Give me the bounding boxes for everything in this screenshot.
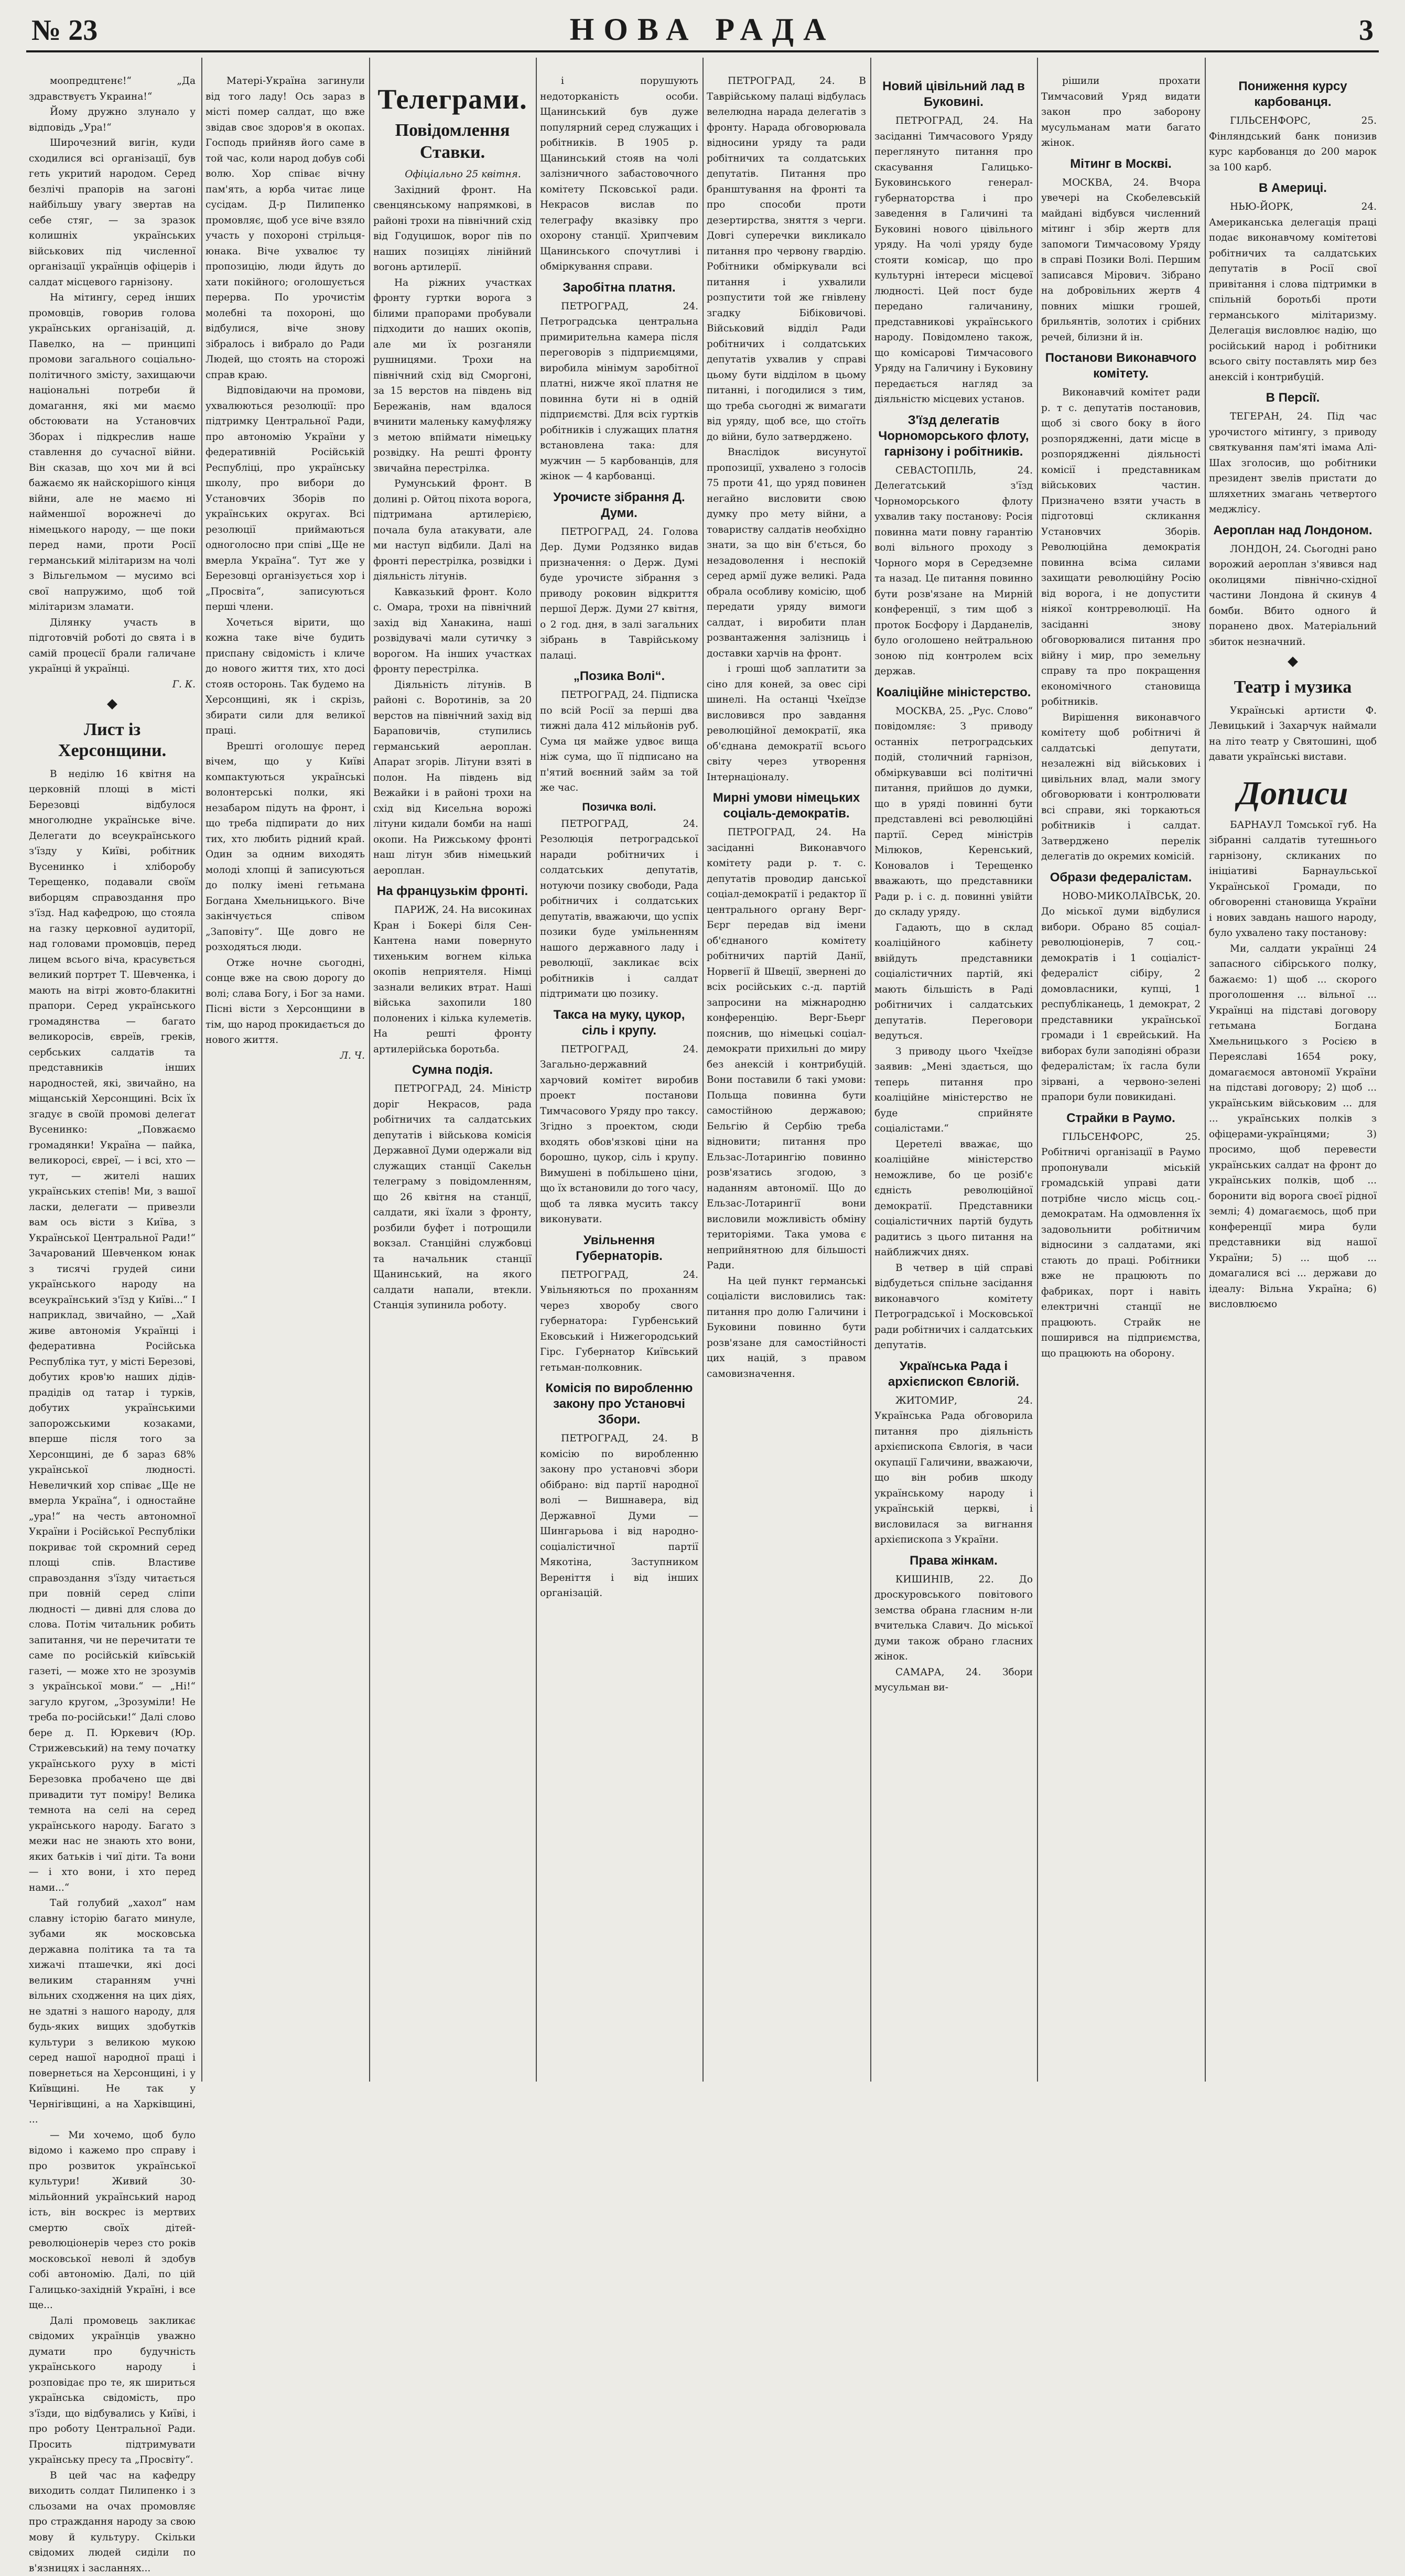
paragraph: САМАРА, 24. Збори мусульман ви- (874, 1665, 1033, 1696)
signature: Г. К. (29, 677, 196, 693)
paragraph: Матері-Україна загинули від того ладу! Ось зараз в місті помер салдат, що вже звідав своє здоров'я в окопах. Господь прийняв його саме в той час, коли народ добув собі волю. Хор співає вічну пам'ять, а юрба читає лице сусідам. Д-р Пилипенко промовляє, щоб усе віче взяло участь у похороні стрільця-юнака. Віче ухвалює ту пропозицію, люди йдуть до хати покійного; оголошується перерва. По урочистім молебні та похороні, що відбулися, віче знову зібралось і вибрало до Ради Людей, що стоять на сторожі справ краю. (206, 73, 365, 383)
paragraph: рішили прохати Тимчасовий Уряд видати закон про заборону мусульманам мати багато жінок. (1041, 73, 1201, 151)
column-divider (1205, 58, 1206, 2082)
newspaper-title: НОВА РАДА (0, 12, 1405, 48)
column-5 (707, 73, 866, 2082)
paragraph: На ріжних участках фронту гуртки ворога з білими прапорами пробували підходити до наших окопів, але ми їх розганяли рушницями. Трохи на північний схід від Сморгоні, за 15 верстов на південь від Бережанів, нам вдалося вчинити маленьку камуфляжу з метою впіймати німецьку розвідку. На решті фронту звичайна перестрілка. (373, 275, 532, 477)
paragraph: На цей пункт германські соціалісти висловились так: питання про долю Галичини і Буковини повинно бути розв'язане для самостійності цих націй, з правом самовизначення. (707, 1274, 866, 1382)
telegrams-heading: Телеграми. (373, 82, 532, 116)
article-heading: Коаліційне міністерство. (874, 685, 1033, 700)
column-divider (702, 58, 704, 2082)
paragraph: Отже ночне сьогодні, сонце вже на свою дорогу до волі; слава Богу, і Бог за нами. Пісні вісти з Херсонщини в тім, що народ прокидається до нового життя. (206, 955, 365, 1048)
column-7 (1041, 73, 1201, 2082)
paragraph: Гадають, що в склад коаліційного кабінету ввійдуть представники соціалістичних партій, які мають більшість в Раді робітничих і салдатських депутатів. Переговори ведуться. (874, 920, 1033, 1044)
paragraph: БАРНАУЛ Томської губ. На зібранні салдатів тутешнього гарнізону, скликаних по ініціативі Барнаульської Української Громади, по обговоренні становища України і нових завдань нашого народу, було ухвалено таку постанову: (1209, 817, 1377, 941)
paragraph: Ми, салдати українці 24 запасного сібірського полку, бажаємо: 1) щоб ... скорого проголошення ... вільної ... Українці на підставі договору гетьмана Богдана Хмельницького з Росією в Переяславі 1654 року, домагаємося автономії України на підставі договору; 2) щоб ... українським військовим ... для ... українських полків з офіцерами-українцями; 3) просимо, щоб перевести українських салдат на фронт до українських полків, щоб ... боронити від ворога своєї рідної землі; 4) домагаємось, щоб при конференції мира були представники від нашої України; 5) ... щоб ... домагалися всі ... держави до ідеалу: Вільна Україна; 6) висловлюємо (1209, 941, 1377, 1312)
paragraph: Внаслідок висунутої пропозиції, ухвалено з голосів 75 проти 41, що уряд повинен негайно висловити свою думку про мету війни, а товариству салдатів необхідно знати, за що він б'ється, бо незадоволення і неспокій серед армії дуже великі. Рада обрала особливу комісію, щоб передати уряду вимоги салдат, і виробити план розвантаження залізниць і доставки харчів на фронт. (707, 445, 866, 661)
article-heading: Постанови Виконавчого комітету. (1041, 350, 1201, 382)
column-8 (1209, 73, 1377, 2082)
paragraph: Тай голубий „хахол“ нам славну історію багато минуле, зубами як московська державна політика та та та хижачі пташечки, які досі великим старанням учні вільних сходження на цих діях, не здатні з нашого народу, для будь-яких вищих здобутків культури з великою мукою серед нашої народної праці і повернеться на Херсонщині, і у Київщині. Не так у Чернігівщині, а на Харківщині, ... (29, 1895, 196, 2128)
paragraph: Виконавчий комітет ради р. т с. депутатів постановив, щоб зі свого боку в його розпорядженні, дати місце в розпорядженні діяльності комісії і представникам військових частин. Призначено взяти участь в підготовці скликання Установчих Зборів. Революційна демократія повинна всіма силами захищати революційну Росію від ворога, і не допустити ніякої контрреволюції. На засіданні знову обговорювалися питання про війну і мир, про земельну справу та про покращення економічного становища робітників. (1041, 385, 1201, 710)
article-heading: З'їзд делегатів Чорноморського флоту, гарнізону і робітників. (874, 413, 1033, 460)
paragraph: НОВО-МИКОЛАЇВСЬК, 20. До міської думи відбулися вибори. Обрано 85 соціал-революціонерів, 7 соц.-демократів і 1 соціаліст-федераліст сібіру, 2 домовласники, купці, 1 республіканець, 1 демократ, 2 представники української громади і 1 єврейський. На виборах були заподіяні образи федералістам; їх гасла були зірвані, а червоно-зелені прапори були повикидані. (1041, 889, 1201, 1105)
paragraph: Румунський фронт. В долині р. Ойтоц піхота ворога, підтримана артилерією, почала була атакувати, але ми наступ відбили. Далі на фронті перестрілка, розвідки і діяльність літунів. (373, 476, 532, 585)
paragraph: КИШИНІВ, 22. До дроскуровського повітового земства обрана гласним н-ли вчителька Славич. До міської думи також обрано гласних жінок. (874, 1572, 1033, 1665)
stavka-heading: Повідомлення Ставки. (373, 120, 532, 164)
paragraph: ПЕТРОГРАД, 24. Резолюція петроградської наради робітничих і солдатських депутатів, нотуючи позику свободи, Рада робітничих і солдатських депутатів, вважаючи, що успіх позики буде умільненням нашого державного ладу і революції, закликає всіх робітників і салдат підтримати цю позику. (540, 816, 698, 1002)
article-heading: В Персії. (1209, 390, 1377, 406)
paragraph: ПЕТРОГРАД, 24. В Таврійському палаці відбулась велелюдна нарада делегатів з фронту. Нарада обговорювала відносини уряду та ради робітничих та солдатських депутатів. Питання про бранштування на фронті та про способи проти дезертирства, зняття з черги. Довгі суперечки викликало питання про червону гвардію. Робітники обміркували всі питання і ухвалили розпустити той же гнівлену згадку Бібіковичові. Військовий відділ Ради робітничих і солдатських депутатів ухвалив у справі цьому бути відділом в цьому питанні, і погодилися з тим, що треба сьогодні ж вимагати від уряду, щоб все, що стоїть до війни, було затверджено. (707, 73, 866, 445)
paragraph: ПАРИЖ, 24. На високинах Кран і Бокері біля Сен-Кантена нами повернуто тихеньким вогнем кілька окопів неприятеля. Німці зазнали великих втрат. Наші війська захопили 180 полонених і кілька кулеметів. На решті фронту артилерійська боротьба. (373, 902, 532, 1057)
paragraph: ПЕТРОГРАД, 24. Підписка по всій Росії за перші два тижні дала 412 мільйонів руб. Сума ця майже удвоє вища ніж сума, що її підписано на п'ятий воєнний займ за той же час. (540, 687, 698, 796)
paragraph: Широчезний вигін, куди сходилися всі організації, був геть укритий народом. Серед безлічі прапорів на загоні найбільшу увагу звертав на себе стяг, — за зразок колишніх українських військових під численної організації українців офіцерів і салдат місцевого гарнізону. (29, 135, 196, 290)
paragraph: ПЕТРОГРАД, 24. Петроградська центральна примирительна камера після переговорів з підприємцями, виробила мінімум заробітної платні, нижче якої платня не повинна бути ні в одній підприємстві. Для всіх гуртків робітників і служащих платня встановлена така: для мужчин — 5 карбованців, для жінок — 4 карбованці. (540, 299, 698, 484)
article-heading: Лист із Херсонщини. (29, 719, 196, 761)
paragraph: ПЕТРОГРАД, 24. На засіданні Виконавчого комітету ради р. т. с. депутатів проводир данської соціал-демократії і редактор її центрального органу Верг-Бєрг передав від імени об'єднаного комітету робітничих партій Данії, Норвегії й Швеції, звернені до всіх російських с.-д. партій запросини на міжнародню конференцію. Верг-Бьерг пояснив, що німецькі соціал-демократи прихильні до миру без анексій і контрибуцій. Вони поставили б такі умови: Польща повинна бути самостійною державою; Бельгію й Сербію треба відновити; питання про Ельзас-Лотарингію повинно розв'язатись згодою, з наданням автономії. Що до Ельзас-Лотарингії вони висловили можливість обміну територіями. Така умова є неприйнятною для більшості Ради. (707, 825, 866, 1274)
paragraph: ЛОНДОН, 24. Сьогодні рано ворожий аероплан з'явився над околицями північно-східної частини Лондона й скинув 4 бомби. Вбито одного й поранено двох. Матеріальний збиток незначний. (1209, 542, 1377, 650)
paragraph: і порушують недоторканість особи. Щанинський був дуже популярний серед служащих і робітників. В 1905 р. Щанинський стояв на чолі залізничного забастовочного комітету Псковської ради. Некрасов вислав по телеграфу вказівку про охорону станції. Хрипчевим Щанинського спочутливі і обміркування справи. (540, 73, 698, 275)
paragraph: ПЕТРОГРАД, 24. Голова Дер. Думи Родзянко видав призначення: о Держ. Думі буде урочисте зібрання з приводу роковин відкриття першої Держ. Думи 27 квітня, о 2 год. дня, в залі загальних зібрань в Таврійському палаці. (540, 524, 698, 664)
paragraph: МОСКВА, 24. Вчора увечері на Скобелевській майдані відбувся численний мітинг і збір жертв для запомоги Тимчасовому Уряду в справі Позики Волі. Першим записався Мірович. Зібрано на добровільних жертв 4 повних мішки грошей, брильянтів, золотих і срібних речей, білизни й ін. (1041, 175, 1201, 346)
paragraph: Відповідаючи на промови, ухвалюються резолюції: про підтримку Центральної Ради, про автономію України у федеративній Російській Республіці, про українську школу, про вибори до Установчих Зборів по українських округах. Всі резолюції приймаються одноголосно при співі „Ще не вмерла Україна“. Тут же у Березовці організується хор і „Просвіта“, записуються перші члени. (206, 383, 365, 615)
paragraph: Хочеться вірити, що кожна таке віче будить приспану свідомість і кличе до нового життя тих, хто досі стояв осторонь. Так будемо на Херсонщині, як і скрізь, збирати сили для великої праці. (206, 615, 365, 739)
column-4 (540, 73, 698, 2082)
article-heading: Права жінкам. (874, 1553, 1033, 1569)
dateline: Офіціально 25 квітня. (373, 167, 532, 182)
column-divider (1037, 58, 1038, 2082)
paragraph: Вирішення виконавчого комітету щоб робітничі й салдатські депутати, незалежні від військових і цивільних влад, мали змогу обговорювати і контролювати всі справи, які торкаються робітників і салдат. Затверджено перелік делегатів до окремих комісій. (1041, 710, 1201, 865)
paragraph: СЕВАСТОПІЛЬ, 24. Делегатський з'їзд Чорноморського флоту ухвалив таку постанову: Росія повинна мати повну гарантію волі вільного проходу з Чорного моря в Середземне та назад. Це питання повинно бути розв'язане на Мирній конференції, з тим щоб з проток Босфору і Дарданелів, було оголошено нейтральною зоною під контролем всіх держав. (874, 463, 1033, 680)
article-heading: Позичка волі. (540, 800, 698, 814)
paragraph: ПЕТРОГРАД, 24. На засіданні Тимчасового Уряду переглянуто питання про скасування Галицько-Буковинського генерал-губернаторства і про заведення в Галичині та Буковині нового цівільного уряду. На чолі уряду буде стояти комісар, що про культурні інтереси місцевої людності. Цей пост буде передано галичанину, представникові українського народу. Повідомлено також, що комісарові Тимчасового Уряду на Галичину і Буковину передається нагляд за діяльністю місцевих установ. (874, 113, 1033, 407)
column-6 (874, 73, 1033, 2082)
paragraph: ТЕГЕРАН, 24. Під час урочистого мітингу, з приводу святкування пам'яті імама Алі-Шах зголосив, що робітники президент звелів пристати до шляхетних змагань четвертого меджлісу. (1209, 409, 1377, 518)
paragraph: МОСКВА, 25. „Рус. Слово“ повідомляє: З приводу останніх петроградських подій, столичний гарнізон, обміркувавши всі політичні питання, прийшов до думки, що в уряді повинні бути представлені всі революційні партії. Серед міністрів Мілюков, Керенський, Коновалов і Терещенко вважають, що представники Ради р. і с. д. повинні увійти до складу уряду. (874, 704, 1033, 920)
paragraph: В четвер в цій справі відбудеться спільне засідання виконавчого комітету Петроградської і Московської ради робітничих і салдатських депутатів. (874, 1260, 1033, 1353)
column-divider (201, 58, 202, 2082)
article-heading: В Америці. (1209, 180, 1377, 196)
paragraph: Церетелі вважає, що коаліційне міністерство неможливе, бо це розіб'є єдність революційної демократії. Представники соціалістичних партій будуть радитись з цього питання на найближчих днях. (874, 1137, 1033, 1260)
article-heading: Українська Рада і архієпископ Євлогій. (874, 1359, 1033, 1390)
article-heading: „Позика Волі“. (540, 669, 698, 684)
column-divider (369, 58, 370, 2082)
article-heading: Мітинг в Москві. (1041, 156, 1201, 172)
header-rule (26, 50, 1379, 52)
column-3 (373, 73, 532, 2082)
page-number-left: № 23 (31, 16, 98, 45)
article-heading: Страйки в Раумо. (1041, 1111, 1201, 1126)
paragraph: ГІЛЬСЕНФОРС, 25. Фінляндський банк понизив курс карбованця до 200 марок за 100 карб. (1209, 113, 1377, 175)
paragraph: ЖИТОМИР, 24. Українська Рада обговорила питання про діяльність архієпископа Євлогія, в часи окупації Галичини, вважаючи, що він робив шкоду українському народу і українській церкві, і висловилася за вигнання архієпископа з України. (874, 1393, 1033, 1548)
article-heading: Урочисте зібрання Д. Думи. (540, 490, 698, 521)
paragraph: Західний фронт. На свенцянському напрямкові, в районі трохи на північний схід від Годуцишок, ворог пів по наших позиціях лінійний вогонь артилерії. (373, 182, 532, 275)
paragraph: моопредцтенє!“ „Да здравствуєтъ Украина!“ (29, 73, 196, 104)
paragraph: ПЕТРОГРАД, 24. В комісію по виробленню закону про установчі збори обібрано: від партії народної волі — Вишнавера, від Державної Думи — Шингарьова і від народно-соціалістичної партії Мякотіна, Заступником Вереніття і від інших організацій. (540, 1431, 698, 1601)
column-2 (206, 73, 365, 2082)
paragraph: НЬЮ-ЙОРК, 24. Американська делегація праці подає виконавчому комітетові робітничих та салдатських депутатів в Росії свої привітання і слова підтримки в спільній боротьбі проти германського мілітаризму. Делегація висловлює надію, що російський народ і робітники всього світу поставлять мир без анексій і контрибуцій. (1209, 199, 1377, 385)
diamond-separator-icon: ◆ (29, 696, 196, 712)
article-heading: Комісія по виробленню закону про Установчі Збори. (540, 1381, 698, 1428)
diamond-separator-icon: ◆ (1209, 654, 1377, 670)
dopysy-heading: Дописи (1209, 773, 1377, 813)
paragraph: і гроші щоб заплатити за сіно для коней, за овес сірі шинелі. На останці Чхеїдзе висловився про завдання революційної демократії, яка об'єднана демократії всього світу через утворення Інтернаціоналу. (707, 661, 866, 785)
masthead (0, 0, 1405, 52)
article-heading: Аероплан над Лондоном. (1209, 523, 1377, 538)
page-number-right: 3 (1359, 16, 1374, 45)
paragraph: ПЕТРОГРАД, 24. Міністр доріг Некрасов, рада робітничих та салдатських депутатів і військова комісія Державної Думи одержали від служащих станції Сакельн телеграму з повідомленням, що 26 квітня на станції, салдати, які їхали з фронту, розбили буфет і потрощили вокзал. Станційні службовці та начальник станції Щанинський, на якого салдати напали, втекли. Станція зупинила роботу. (373, 1081, 532, 1313)
paragraph: Далі промовець закликає свідомих українців уважно думати про будучність українського народу і розповідає про те, як шириться українська свідомість, про з'їзди, що відбувались у Київі, і про роботу Центральної Ради. Просить підтримувати українську пресу та „Просвіту“. (29, 2313, 196, 2468)
paragraph: Діяльність літунів. В районі с. Воротинів, за 20 верстов на північний захід від Бараповичів, ступились германський аероплан. Апарат згорів. Літуни взяті в полон. На південь від Вежайки і в районі трохи на схід від Кисельна ворожі літуни кидали бомби на наші окопи. На Рижському фронті наш літун збив німецький аероплан. (373, 677, 532, 879)
paragraph: Українські артисти Ф. Левицький і Захарчук наймали на літо театр у Святошині, щоб давати українські вистави. (1209, 703, 1377, 765)
paragraph: ГІЛЬСЕНФОРС, 25. Робітничі організації в Раумо пропонували міській громадській управі дати потрібне число місць соц.-демократам. На одмовлення їх задовольнити робітничим відносини з салдатами, які стають до праці. Робітники вже не працюють по фабриках, порт і навіть електричні станції не працюють. Страйк не поширився на підприємства, що працюють на оборону. (1041, 1129, 1201, 1362)
paragraph: Кавказький фронт. Коло с. Омара, трохи на північний захід від Ханакина, наші розвідувачі мали сутичку з ворогом. На інших участках фронту перестрілка. (373, 585, 532, 677)
article-heading: Такса на муку, цукор, сіль і крупу. (540, 1007, 698, 1039)
paragraph: ПЕТРОГРАД, 24. Загально-державний харчовий комітет виробив проект постанови Тимчасового Уряду про таксу. Згідно з проектом, сюди входять обов'язкові ціни на борошно, цукор, сіль і крупу. Вимушені в побільшено ціни, що їх встановили до того часу, щоб та лявка мусить таксу виконувати. (540, 1042, 698, 1227)
article-heading: Увільнення Губернаторів. (540, 1233, 698, 1264)
paragraph: — Ми хочемо, щоб було відомо і кажемо про справу і про розвиток української культури! Живий 30-мільйонний український народ ість, він воскрес із мертвих смертю своїх дітей-революціонерів через сто років московської неволі й здобув собі автономію. Далі, по цій Галицько-західній Україні, і все ще... (29, 2128, 196, 2313)
paragraph: Врешті оголошує перед вічем, що у Київі компактуються українські волонтерські полки, які незабаром підуть на фронт, і що треба підпирати до них тих, хто любить рідний край. Один за одним виходять молоді хлопці й записуються до полку імені гетьмана Богдана Хмельницького. Віче закінчується співом „Заповіту“. Ще довго не розходяться люди. (206, 739, 365, 955)
section-heading: Театр і музика (1209, 677, 1377, 698)
article-heading: Сумна подія. (373, 1062, 532, 1078)
article-heading: На французькім фронті. (373, 883, 532, 899)
article-heading: Заробітна платня. (540, 280, 698, 296)
paragraph: В неділю 16 квітня на церковній площі в місті Березовці відбулося многолюдне українське віче. Делегати до всеукраїнського з'їзду у Київі, робітник Вусенинко і хліборобу Терещенко, подавали своїм виборцям справоздання про з'їзд. Над кафедрою, що стояла на газку церковної аудиторії, над головами промовців, перед лицем всього віча, красувється великий портрет Т. Шевченка, і мають на вітрі жовто-блакитні прапори. Серед українського громадянства — багато великоросів, євреїв, греків, сербських салдатів та представників інших народностей, які, звичайно, на міщанській Херсонщині. Всіх їх згадує в своїй промові делегат Вусенинко: „Повжаємо громадянки! Україна — пайка, великоросі, євреї, — і всі, хто — тут, — жителі наших українських степів! Ми, з вашої ласки, делегати — привезли вам ось вісти з Київа, з Української Центральної Ради!“ Зачарований Шевченком юнак з тисячі грудей сини українського народу на всеукраїнський з'їзд у Київі...“ І наприклад, звичайно, — „Хай живе автономія Українці і федеративна Російська Республіка тут, у місті Березові, добутих кров'ю наших дідів-прадідів од татар і турків, добутих українськими запорожськими козаками, вперше після того за Херсонщині, де б зараз 68% української людності. Невеличкий хор співає „Ще не вмерла Україна“, і одностайне „ура!“ на честь автономної України і Російської Республіки покриває той скромний серед площі спів. Властиве справоздання з'їзду читається при повній серед сліпи людності — дивні для слова до слова. Потім читальник робить запитання, чи не перечитати те саме по російській київській газеті, — може хто не зрозумів з української мови.“ — „Ні!“ загуло кругом, „Зрозуміли! Не треба по-російськи!“ Далі слово бере д. П. Юркевич (Юр. Стрижевський) на тему початку українського руху в місті Березовка пробачено ще дві привадити тут поміру! Велика темнота на селі на серед українського народу. Багато з межи нас не знають хто вони, яких батьків і чиї діти. Та вони — і хто вони, і хто перед нами...“ (29, 767, 196, 1896)
paragraph: З приводу цього Чхеїдзе заявив: „Мені здається, що теперь питання про коаліційне міністерство не буде сприйняте соціалістами.“ (874, 1044, 1033, 1137)
column-1 (29, 73, 196, 2082)
paragraph: ПЕТРОГРАД, 24. Увільняються по проханням через хворобу свого губернатора: Гурбенський Ековський і Нижегородський Гірс. Губернатор Київський гетьман-полковник. (540, 1267, 698, 1376)
article-heading: Мирні умови німецьких соціаль-демократів. (707, 790, 866, 822)
signature: Л. Ч. (206, 1048, 365, 1064)
column-divider (870, 58, 871, 2082)
article-heading: Новий цівільний лад в Буковині. (874, 79, 1033, 110)
paragraph: Йому дружно злунало у відповідь „Ура!“ (29, 104, 196, 135)
article-heading: Образи федералістам. (1041, 870, 1201, 886)
column-divider (536, 58, 537, 2082)
article-heading: Пониження курсу карбованця. (1209, 79, 1377, 110)
paragraph: Ділянку участь в підготовчій роботі до свята і в самій процесії брали галичане українці й українці. (29, 615, 196, 677)
paragraph: На мітингу, серед інших промовців, говорив голова українських організацій, д. Павелко, на — принципі промови загального соціально-політичного змісту, захищаючи національні потреби й домагання, які ми маємо обстоювати на Установчих Зборах і підкреслив наше ставлення до сучасної війни. Він сказав, що хоч ми й всі бажаємо як найскорішого кінця війни, але не маємо ні найменшої ворожнечі до німецького народу, — ще поки перед нами, проти Росії германський мілітаризм на чолі з Вільгельмом — мусимо всі свої напружимо, щоб той мілітаризм зламати. (29, 290, 196, 615)
paragraph: В цей час на кафедру виходить солдат Пилипенко і з сльозами на очах промовляє про страждання народу за свою мову й культуру. Скільки свідомих людей сиділи по в'язницях і засланнях... (29, 2468, 196, 2576)
